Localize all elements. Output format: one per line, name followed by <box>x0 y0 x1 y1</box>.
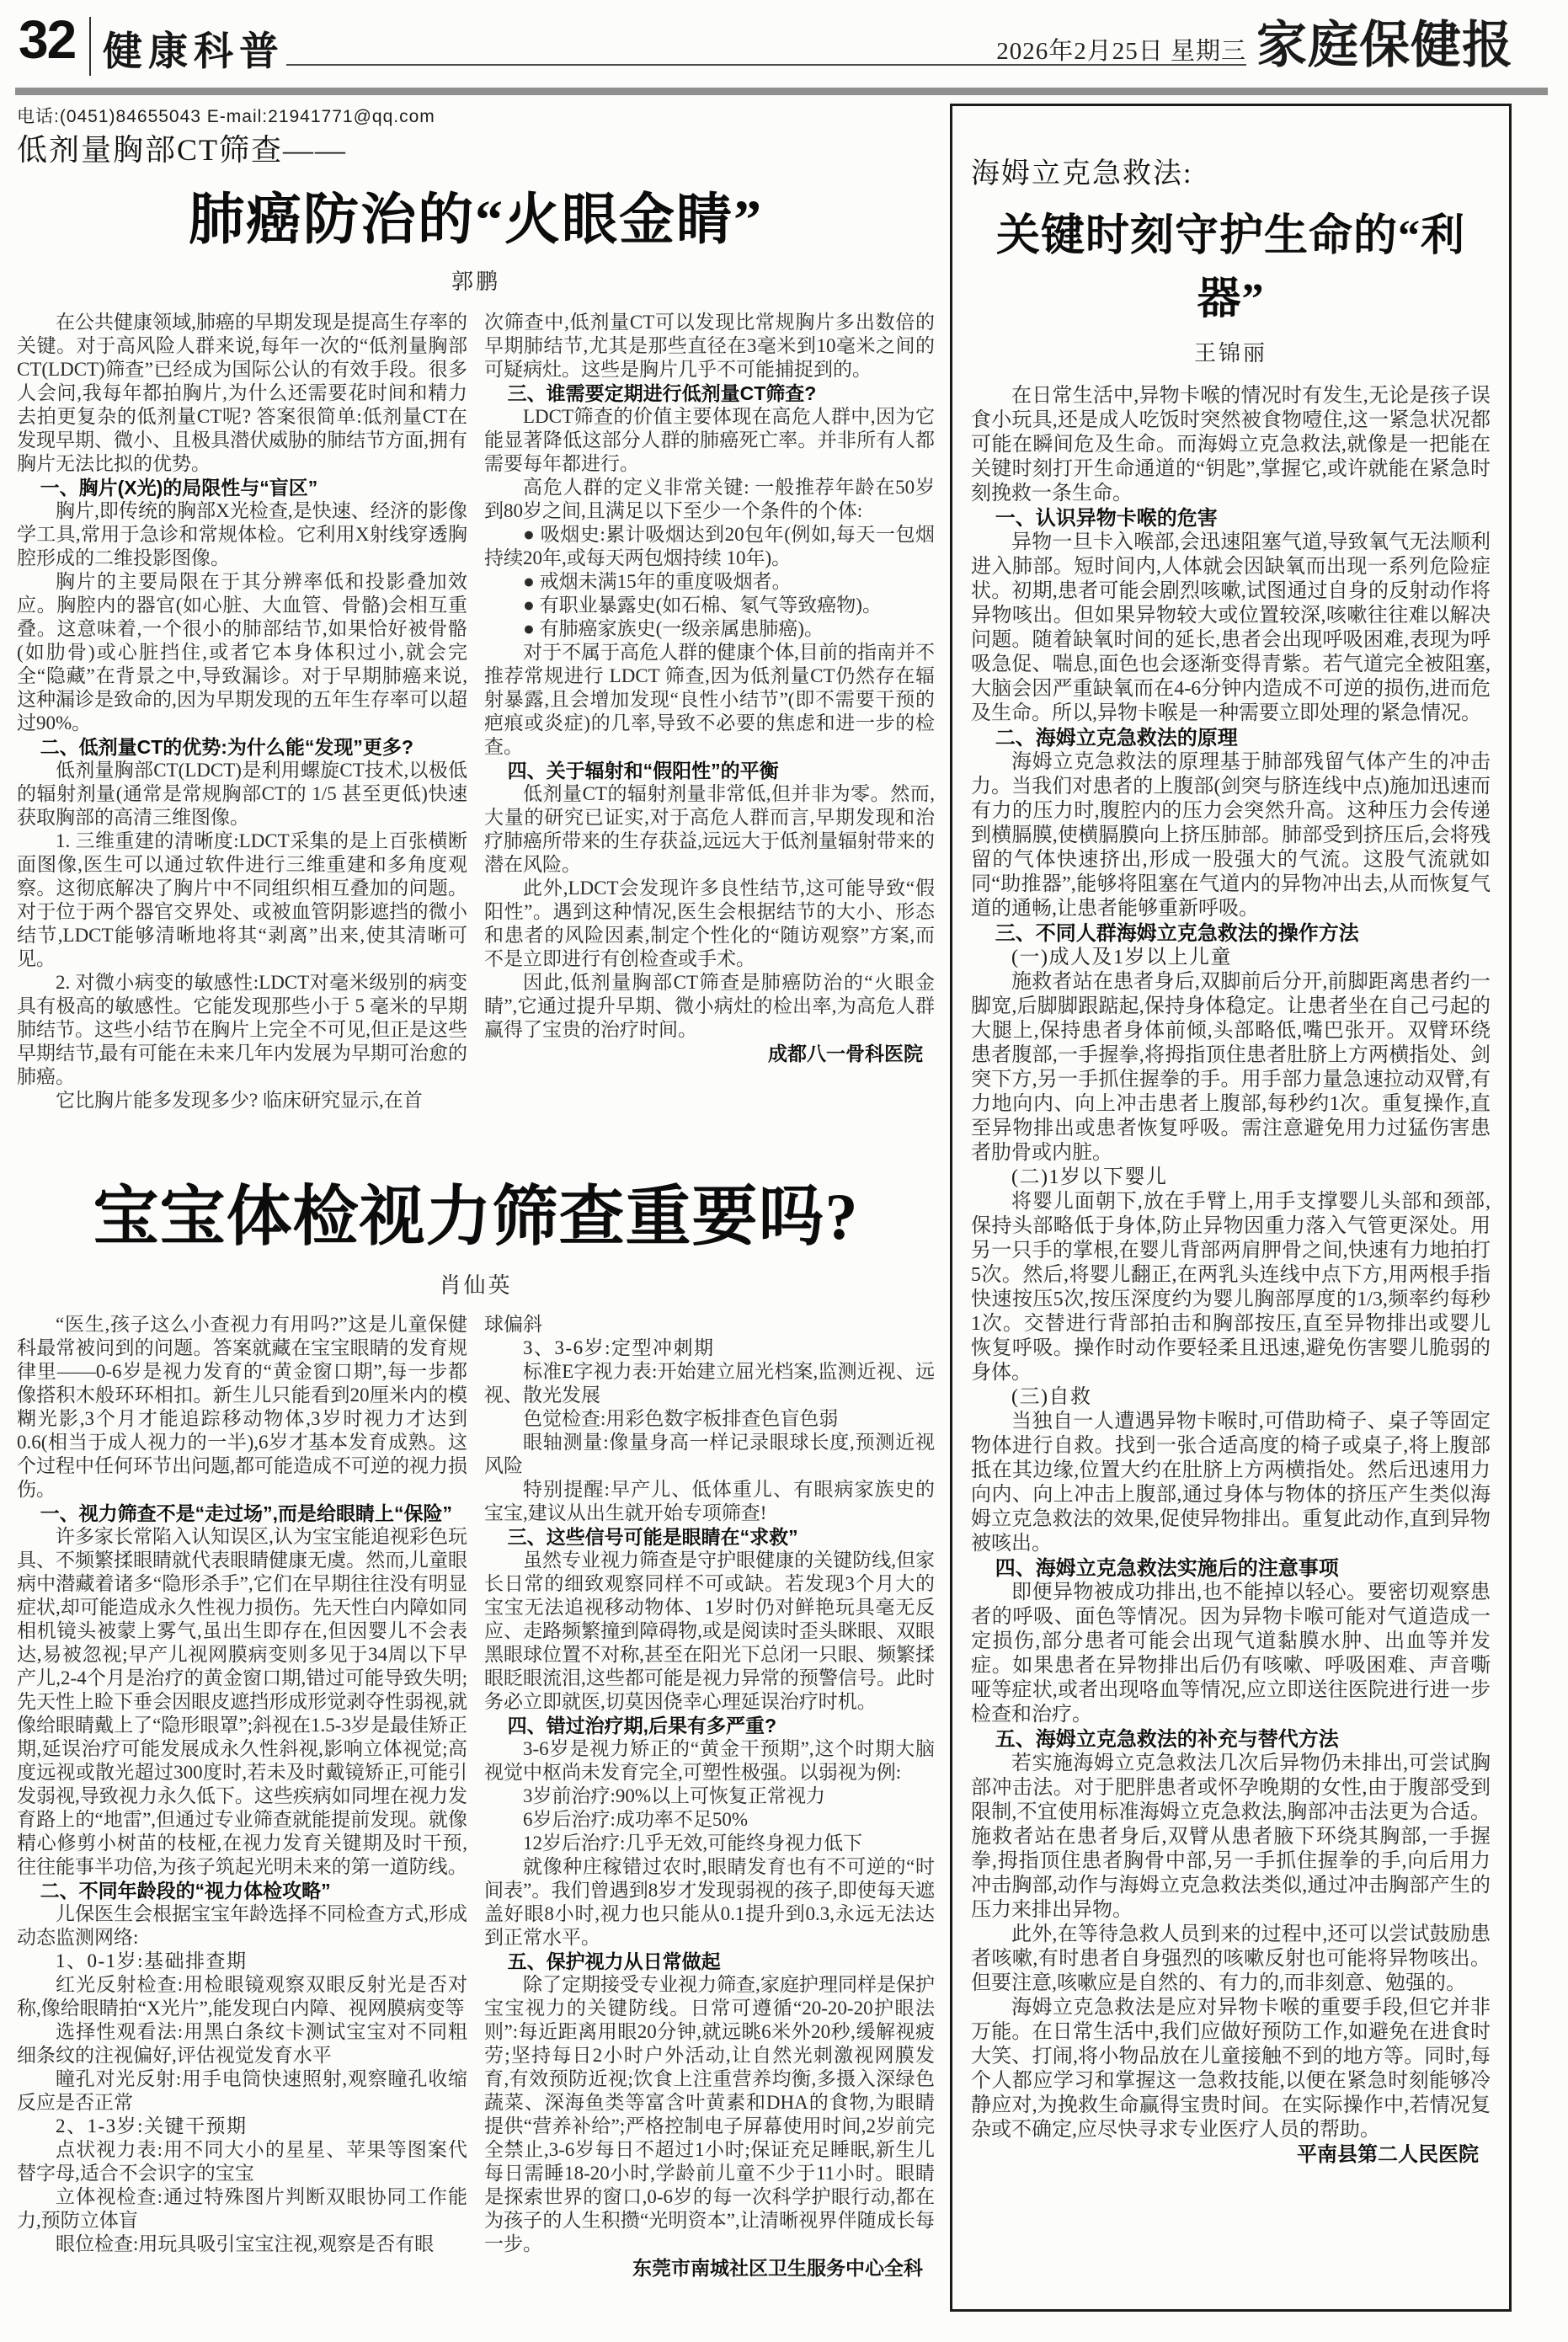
section-title: 健康科普 <box>103 29 285 73</box>
paragraph: 虽然专业视力筛查是守护眼健康的关键防线,但家长日常的细致观察同样不可或缺。若发现3个月大的宝宝无法追视移动物体、1岁时仍对鲜艳玩具毫无反应、走路频繁撞到障碍物,或是阅读时歪头眯眼、双眼黑眼球位置不对称,甚至在阳光下总闭一只眼、频繁揉眼眨眼流泪,这些都可能是视力异常的预警信号。此时务必立即就医,切莫因侥幸心理延误治疗时机。 <box>484 1550 935 1712</box>
article-signature: 东莞市南城社区卫生服务中心全科 <box>632 2257 923 2279</box>
section-heading: 一、认识异物卡喉的危害 <box>995 507 1218 530</box>
paragraph: 点状视力表:用不同大小的星星、苹果等图案代替字母,适合不会识字的宝宝 <box>17 2139 467 2184</box>
paragraph: 1. 三维重建的清晰度:LDCT采集的是上百张横断面图像,医生可以通过软件进行三维重建和多角度观察。这彻底解决了胸片中不同组织相互叠加的问题。对于位于两个器官交界处、或被血管阴影遮挡的微小结节,LDCT能够清晰地将其“剥离”出来,使其清晰可见。 <box>17 830 467 969</box>
paragraph: 胸片的主要局限在于其分辨率低和投影叠加效应。胸腔内的器官(如心脏、大血管、骨骼)会相互重叠。这意味着,一个很小的肺部结节,如果恰好被骨骼(如肋骨)或心脏挡住,或者它本身体积过小,就会完全“隐藏”在背景之中,导致漏诊。对于早期肺癌来说,这种漏诊是致命的,因为早期发现的五年生存率可以超过90%。 <box>17 571 467 734</box>
section-heading: 三、这些信号可能是眼睛在“求救” <box>507 1526 798 1548</box>
section-heading: 二、低剂量CT的优势:为什么能“发现”更多? <box>40 736 413 758</box>
paragraph: 因此,低剂量胸部CT筛查是肺癌防治的“火眼金睛”,它通过提升早期、微小病灶的检出率,为高危人群赢得了宝贵的治疗时间。 <box>484 972 935 1040</box>
section-heading: 一、视力筛查不是“走过场”,而是给眼睛上“保险” <box>40 1502 452 1524</box>
paragraph: ● 有职业暴露史(如石棉、氡气等致癌物)。 <box>523 595 882 616</box>
paragraph: 高危人群的定义非常关键: 一般推荐年龄在50岁到80岁之间,且满足以下至少一个条件的个体: <box>484 477 935 521</box>
paragraph: 海姆立克急救法的原理基于肺部残留气体产生的冲击力。当我们对患者的上腹部(剑突与脐连线中点)施加迅速而有力的压力时,腹腔内的压力会突然升高。这种压力会传递到横膈膜,使横膈膜向上挤压肺部。肺部受到挤压后,会将残留的气体快速挤出,形成一股强大的气流。这股气流就如同“助推器”,能够将阻塞在气道内的异物冲出去,从而恢复气道的通畅,让患者能够重新呼吸。 <box>971 751 1491 920</box>
article-author: 肖仙英 <box>439 1273 513 1298</box>
article-ldct <box>17 126 935 1138</box>
paragraph: 异物一旦卡入喉部,会迅速阻塞气道,导致氧气无法顺利进入肺部。短时间内,人体就会因缺氧而出现一系列危险症状。初期,患者可能会剧烈咳嗽,试图通过自身的反射动作将异物咳出。但如果异物较大或位置较深,咳嗽往往难以解决问题。随着缺氧时间的延长,患者会出现呼吸困难,表现为呼吸急促、喘息,面色也会逐渐变得青紫。若气道完全被阻塞,大脑会因严重缺氧而在4-6分钟内造成不可逆的损伤,进而危及生命。所以,异物卡喉是一种需要立即处理的紧急情况。 <box>971 531 1491 724</box>
article-kicker: 海姆立克急救法: <box>971 158 1193 189</box>
article-signature: 成都八一骨科医院 <box>768 1043 923 1064</box>
paragraph: 许多家长常陷入认知误区,认为宝宝能追视彩色玩具、不频繁揉眼睛就代表眼睛健康无虞。然而,儿童眼病中潜藏着诸多“隐形杀手”,它们在早期往往没有明显症状,却可能造成永久性视力损伤。先天性白内障如同相机镜头被蒙上雾气,虽出生即存在,但因婴儿不会表达,易被忽视;早产儿视网膜病变则多见于34周以下早产儿,2-4个月是治疗的黄金窗口期,错过可能导致失明;先天性上睑下垂会因眼皮遮挡形成形觉剥夺性弱视,就像给眼睛戴上了“隐形眼罩”;斜视在1.5-3岁是最佳矫正期,延误治疗可能发展成永久性斜视,影响立体视觉;高度远视或散光超过300度时,若未及时戴镜矫正,可能引发弱视,导致视力永久低下。这些疾病如同埋在视力发育路上的“地雷”,但通过专业筛查就能提前发现。就像精心修剪小树苗的枝桠,在视力发育关键期及时干预,往往能事半功倍,为孩子筑起光明未来的第一道防线。 <box>17 1526 467 1877</box>
paragraph-continuation: 球偏斜 <box>484 1314 542 1335</box>
paragraph: 施救者站在患者身后,双脚前后分开,前脚距离患者约一脚宽,后脚脚跟踮起,保持身体稳定。让患者坐在自己弓起的大腿上,保持患者身体前倾,头部略低,嘴巴张开。双臂环绕患者腹部,一手握拳,将拇指顶住患者肚脐上方两横指处、剑突下方,另一手抓住握拳的手。用手部力量急速拉动双臂,有力地向内、向上冲击患者上腹部,每秒约1次。重复操作,直至异物排出或患者恢复呼吸。需注意避免用力过猛伤害患者肋骨或内脏。 <box>971 971 1491 1164</box>
page-number-divider <box>89 17 91 76</box>
paragraph: 儿保医生会根据宝宝年龄选择不同检查方式,形成动态监测网络: <box>17 1903 467 1948</box>
article-title: 宝宝体检视力筛查重要吗? <box>93 1180 859 1253</box>
paragraph: 低剂量胸部CT(LDCT)是利用螺旋CT技术,以极低的辐射剂量(通常是常规胸部CT的 1/5 甚至更低)快速获取胸部的高清三维图像。 <box>17 760 467 828</box>
paragraph: 特别提醒:早产儿、低体重儿、有眼病家族史的宝宝,建议从出生就开始专项筛查! <box>484 1479 935 1523</box>
text-column <box>971 384 1491 2167</box>
paragraph: 就像种庄稼错过农时,眼睛发育也有不可逆的“时间表”。我们曾遇到8岁才发现弱视的孩子,即使每天遮盖好眼8小时,视力也只能从0.1提升到0.3,永远无法达到正常水平。 <box>484 1856 935 1948</box>
article-title: 肺癌防治的“火眼金睛” <box>189 189 763 251</box>
paragraph: 3岁前治疗:90%以上可恢复正常视力 <box>523 1785 826 1806</box>
masthead: 家庭保健报 <box>1256 18 1513 73</box>
issue-date: 2026年2月25日 星期三 <box>996 38 1246 65</box>
article-heimlich <box>950 104 1512 2312</box>
paragraph: ● 戒烟未满15年的重度吸烟者。 <box>523 571 792 592</box>
article-title: 关键时刻守护生命的“利器” <box>995 212 1465 323</box>
section-heading: 四、错过治疗期,后果有多严重? <box>507 1715 777 1736</box>
contact-line: 电话:(0451)84655043 E-mail:21941771@qq.com <box>17 107 435 126</box>
sub-heading: 1、0-1岁:基础排查期 <box>56 1950 248 1971</box>
section-heading: 五、保护视力从日常做起 <box>507 1950 721 1972</box>
section-heading: 三、不同人群海姆立克急救法的操作方法 <box>995 922 1359 945</box>
section-heading: 一、胸片(X光)的局限性与“盲区” <box>40 477 318 499</box>
paragraph: 在公共健康领域,肺癌的早期发现是提高生存率的关键。对于高风险人群来说,每年一次的“低剂量胸部CT(LDCT)筛查”已经成为国际公认的有效手段。很多人会问,我每年都拍胸片,为什么还需要花时间和精力去拍更复杂的低剂量CT呢? 答案很简单:低剂量CT在发现早期、微小、且极具潜伏威胁的肺结节方面,拥有胸片无法比拟的优势。 <box>17 312 467 474</box>
paragraph: 将婴儿面朝下,放在手臂上,用手支撑婴儿头部和颈部,保持头部略低于身体,防止异物因重力落入气管更深处。用另一只手的掌根,在婴儿背部两肩胛骨之间,快速有力地拍打5次。然后,将婴儿翻正,在两乳头连线中点下方,用两根手指快速按压5次,按压深度约为婴儿胸部厚度的1/3,频率约每秒1次。交替进行背部拍击和胸部按压,直至异物排出或婴儿恢复呼吸。操作时动作要轻柔且迅速,避免伤害婴儿脆弱的身体。 <box>971 1191 1491 1384</box>
paragraph: 标准E字视力表:开始建立屈光档案,监测近视、远视、散光发展 <box>484 1361 935 1406</box>
sub-heading: (二)1岁以下婴儿 <box>1011 1166 1168 1188</box>
paragraph: 3-6岁是视力矫正的“黄金干预期”,这个时期大脑视觉中枢尚未发育完全,可塑性极强。以弱视为例: <box>484 1738 935 1783</box>
paragraph: 当独自一人遭遇异物卡喉时,可借助椅子、桌子等固定物体进行自救。找到一张合适高度的椅子或桌子,将上腹部抵在其边缘,位置大约在肚脐上方两横指处。然后迅速用力向内、向上冲击上腹部,通过身体与物体的挤压产生类似海姆立克急救法的效果,促使异物排出。重复此动作,直到异物被咳出。 <box>971 1411 1491 1555</box>
paragraph: 胸片,即传统的胸部X光检查,是快速、经济的影像学工具,常用于急诊和常规体检。它利用X射线穿透胸腔形成的二维投影图像。 <box>17 500 467 568</box>
paragraph: 对于不属于高危人群的健康个体,目前的指南并不推荐常规进行 LDCT 筛查,因为低剂量CT仍然存在辐射暴露,且会增加发现“良性小结节”(即不需要干预的疤痕或炎症)的几率,导致不必要的焦虑和进一步的检查。 <box>484 642 935 757</box>
paragraph: 在日常生活中,异物卡喉的情况时有发生,无论是孩子误食小玩具,还是成人吃饭时突然被食物噎住,这一紧急状况都可能在瞬间危及生命。而海姆立克急救法,就像是一把能在关键时刻打开生命通道的“钥匙”,掌握它,或许就能在紧急时刻挽救一条生命。 <box>971 385 1491 504</box>
paragraph: 12岁后治疗:几乎无效,可能终身视力低下 <box>523 1833 863 1854</box>
paragraph: 低剂量CT的辐射剂量非常低,但并非为零。然而,大量的研究已证实,对于高危人群而言,早期发现和治疗肺癌所带来的生存获益,远远大于低剂量辐射带来的潜在风险。 <box>484 783 935 875</box>
paragraph: 选择性观看法:用黑白条纹卡测试宝宝对不同粗细条纹的注视偏好,评估视觉发育水平 <box>17 2021 467 2066</box>
text-column <box>17 311 467 1138</box>
paragraph: 此外,在等待急救人员到来的过程中,还可以尝试鼓励患者咳嗽,有时患者自身强烈的咳嗽反射也可能将异物咳出。但要注意,咳嗽应是自然的、有力的,而非刻意、勉强的。 <box>971 1923 1491 1994</box>
paragraph: 瞳孔对光反射:用手电筒快速照射,观察瞳孔收缩反应是否正常 <box>17 2068 467 2113</box>
section-heading: 二、海姆立克急救法的原理 <box>995 727 1238 750</box>
paragraph: 除了定期接受专业视力筛查,家庭护理同样是保护宝宝视力的关键防线。日常可遵循“20-20-20护眼法则”:每近距离用眼20分钟,就远眺6米外20秒,缓解视疲劳;坚持每日2小时户外活动,让自然光刺激视网膜发育,有效预防近视;饮食上注重营养均衡,多摄入深绿色蔬菜、深海鱼类等富含叶黄素和DHA的食物,为眼睛提供“营养补给”;严格控制电子屏幕使用时间,2岁前完全禁止,3-6岁每日不超过1小时;保证充足睡眠,新生儿每日需睡18-20小时,学龄前儿童不少于11小时。眼睛是探索世界的窗口,0-6岁的每一次科学护眼行动,都在为孩子的人生积攒“光明资本”,让清晰视界伴随成长每一步。 <box>484 1974 935 2254</box>
paragraph: 若实施海姆立克急救法几次后异物仍未排出,可尝试胸部冲击法。对于肥胖患者或怀孕晚期的女性,由于腹部受到限制,不宜使用标准海姆立克急救法,胸部冲击法更为合适。施救者站在患者身后,双臂从患者腋下环绕其胸部,一手握拳,拇指顶住患者胸骨中部,另一手抓住握拳的手,向后用力冲击胸部,动作与海姆立克急救法类似,通过冲击胸部产生的压力来排出异物。 <box>971 1752 1491 1921</box>
section-heading: 四、关于辐射和“假阳性”的平衡 <box>507 760 779 782</box>
header-divider-bar <box>15 88 1548 95</box>
paragraph: ● 有肺癌家族史(一级亲属患肺癌)。 <box>523 618 824 639</box>
paragraph: 6岁后治疗:成功率不足50% <box>523 1809 749 1830</box>
paragraph: 海姆立克急救法是应对异物卡喉的重要手段,但它并非万能。在日常生活中,我们应做好预防工作,如避免在进食时大笑、打闹,将小物品放在儿童接触不到的地方等。同时,每个人都应学习和掌握这一急救技能,以便在紧急时刻能够冷静应对,为挽救生命赢得宝贵时间。在实际操作中,若情况复杂或不确定,应尽快寻求专业医疗人员的帮助。 <box>971 1997 1491 2141</box>
page-number: 32 <box>19 9 76 70</box>
article-kicker: 低剂量胸部CT筛查—— <box>17 133 348 167</box>
paragraph-continuation: 次筛查中,低剂量CT可以发现比常规胸片多出数倍的早期肺结节,尤其是那些直径在3毫米到10毫米之间的可疑病灶。这些是胸片几乎不可能捕捉到的。 <box>484 312 935 380</box>
sub-heading: (一)成人及1岁以上儿童 <box>1011 947 1232 968</box>
paragraph: “医生,孩子这么小查视力有用吗?”这是儿童保健科最常被问到的问题。答案就藏在宝宝眼睛的发育规律里——0-6岁是视力发育的“黄金窗口期”,每一步都像搭积木般环环相扣。新生儿只能看到20厘米内的模糊光影,3个月才能追踪移动物体,3岁时视力才达到0.6(相当于成人视力的一半),6岁才基本发育成熟。这个过程中任何环节出问题,都可能造成不可逆的视力损伤。 <box>17 1314 467 1500</box>
text-column <box>484 1313 935 2311</box>
paragraph: ● 吸烟史:累计吸烟达到20包年(例如,每天一包烟持续20年,或每天两包烟持续 10年)。 <box>484 524 935 568</box>
paragraph: 红光反射检查:用检眼镜观察双眼反射光是否对称,像给眼睛拍“X光片”,能发现白内障、视网膜病变等 <box>17 1974 467 2019</box>
paragraph: 眼轴测量:像量身高一样记录眼球长度,预测近视风险 <box>484 1432 935 1476</box>
article-author: 郭鹏 <box>451 269 500 294</box>
sub-heading: (三)自救 <box>1011 1386 1092 1408</box>
paragraph: 眼位检查:用玩具吸引宝宝注视,观察是否有眼 <box>56 2233 435 2254</box>
article-columns <box>17 311 935 1138</box>
article-columns <box>17 1313 935 2311</box>
paragraph: 它比胸片能多发现多少? 临床研究显示,在首 <box>56 1090 423 1111</box>
section-heading: 四、海姆立克急救法实施后的注意事项 <box>995 1557 1339 1580</box>
sub-heading: 2、1-3岁:关键干预期 <box>56 2115 248 2137</box>
article-vision-screening <box>17 1164 935 2311</box>
paragraph: LDCT筛查的价值主要体现在高危人群中,因为它能显著降低这部分人群的肺癌死亡率。并非所有人都需要每年都进行。 <box>484 406 935 474</box>
paragraph: 立体视检查:通过特殊图片判断双眼协同工作能力,预防立体盲 <box>17 2186 467 2231</box>
paragraph: 2. 对微小病变的敏感性:LDCT对毫米级别的病变具有极高的敏感性。它能发现那些小于 5 毫米的早期肺结节。这些小结节在胸片上完全不可见,但正是这些早期结节,最有可能在未来几年内发展为早期可治愈的肺癌。 <box>17 972 467 1087</box>
article-signature: 平南县第二人民医院 <box>1297 2143 1479 2166</box>
article-author: 王锦丽 <box>1193 341 1267 365</box>
paragraph: 即便异物被成功排出,也不能掉以轻心。要密切观察患者的呼吸、面色等情况。因为异物卡喉可能对气道造成一定损伤,部分患者可能会出现气道黏膜水肿、出血等并发症。如果患者在异物排出后仍有咳嗽、呼吸困难、声音嘶哑等症状,或者出现咯血等情况,应立即送往医院进行进一步检查和治疗。 <box>971 1582 1491 1726</box>
section-heading: 三、谁需要定期进行低剂量CT筛查? <box>507 382 817 404</box>
text-column <box>17 1313 467 2311</box>
section-heading: 二、不同年龄段的“视力体检攻略” <box>40 1880 331 1902</box>
section-heading: 五、海姆立克急救法的补充与替代方法 <box>995 1728 1339 1751</box>
paragraph: 此外,LDCT会发现许多良性结节,这可能导致“假阳性”。遇到这种情况,医生会根据结节的大小、形态和患者的风险因素,制定个性化的“随访观察”方案,而不是立即进行有创检查或手术。 <box>484 878 935 969</box>
paragraph: 色觉检查:用彩色数字板排查色盲色弱 <box>523 1408 839 1429</box>
text-column <box>484 311 935 1138</box>
sub-heading: 3、3-6岁:定型冲刺期 <box>523 1337 715 1358</box>
